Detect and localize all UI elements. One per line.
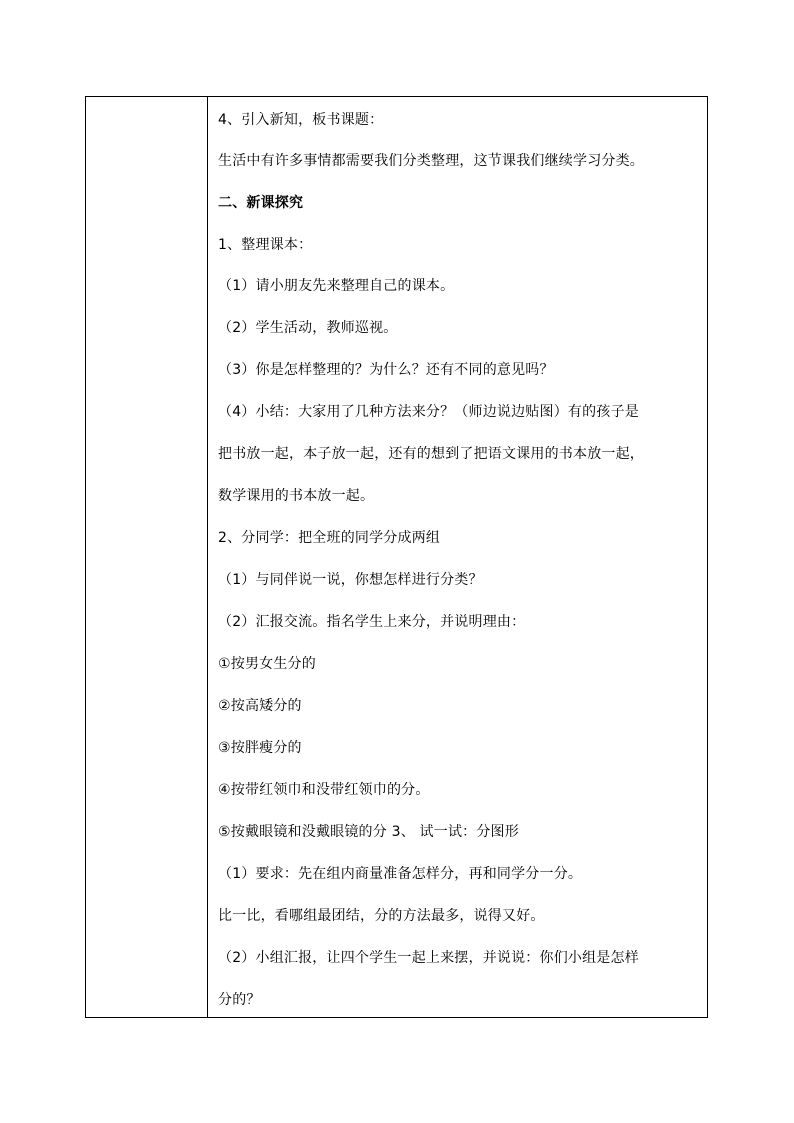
lesson-table bbox=[85, 96, 708, 1018]
text-line: 分的？ bbox=[218, 992, 261, 1008]
list-item: ②按高矮分的 bbox=[218, 698, 302, 714]
text-line: （3）你是怎样整理的？为什么？还有不同的意见吗？ bbox=[218, 362, 554, 378]
text-line: （4）小结：大家用了几种方法来分？（师边说边贴图）有的孩子是 bbox=[218, 404, 639, 420]
text-line: （1）要求：先在组内商量准备怎样分，再和同学分一分。 bbox=[218, 866, 583, 882]
list-item: ④按带红领巾和没带红领巾的分。 bbox=[218, 782, 430, 798]
section-heading: 二、新课探究 bbox=[218, 195, 304, 211]
text-line: （2）学生活动，教师巡视。 bbox=[218, 320, 398, 336]
step-intro-line: 4、引入新知，板书课题： bbox=[218, 112, 384, 128]
text-line: （1）请小朋友先来整理自己的课本。 bbox=[218, 278, 455, 294]
subsection-title: 1、整理课本： bbox=[218, 237, 313, 253]
text-line: 数学课用的书本放一起。 bbox=[218, 488, 375, 504]
text-line: （1）与同伴说一说，你想怎样进行分类？ bbox=[218, 572, 483, 588]
text-line: （2）小组汇报，让四个学生一起上来摆，并说说：你们小组是怎样 bbox=[218, 950, 639, 966]
column-divider bbox=[207, 97, 208, 1017]
subsection-title: 2、分同学：把全班的同学分成两组 bbox=[218, 530, 441, 546]
list-item: ③按胖瘦分的 bbox=[218, 740, 302, 756]
list-item: ⑤按戴眼镜和没戴眼镜的分 3、 试一试：分图形 bbox=[218, 824, 519, 840]
intro-text-line: 生活中有许多事情都需要我们分类整理，这节课我们继续学习分类。 bbox=[218, 153, 644, 169]
text-line: 把书放一起，本子放一起，还有的想到了把语文课用的书本放一起， bbox=[218, 446, 644, 462]
text-line: 比一比，看哪组最团结，分的方法最多，说得又好。 bbox=[218, 908, 545, 924]
left-column-cell bbox=[86, 97, 207, 1017]
list-item: ①按男女生分的 bbox=[218, 656, 316, 672]
text-line: （2）汇报交流。指名学生上来分，并说明理由： bbox=[218, 614, 526, 630]
